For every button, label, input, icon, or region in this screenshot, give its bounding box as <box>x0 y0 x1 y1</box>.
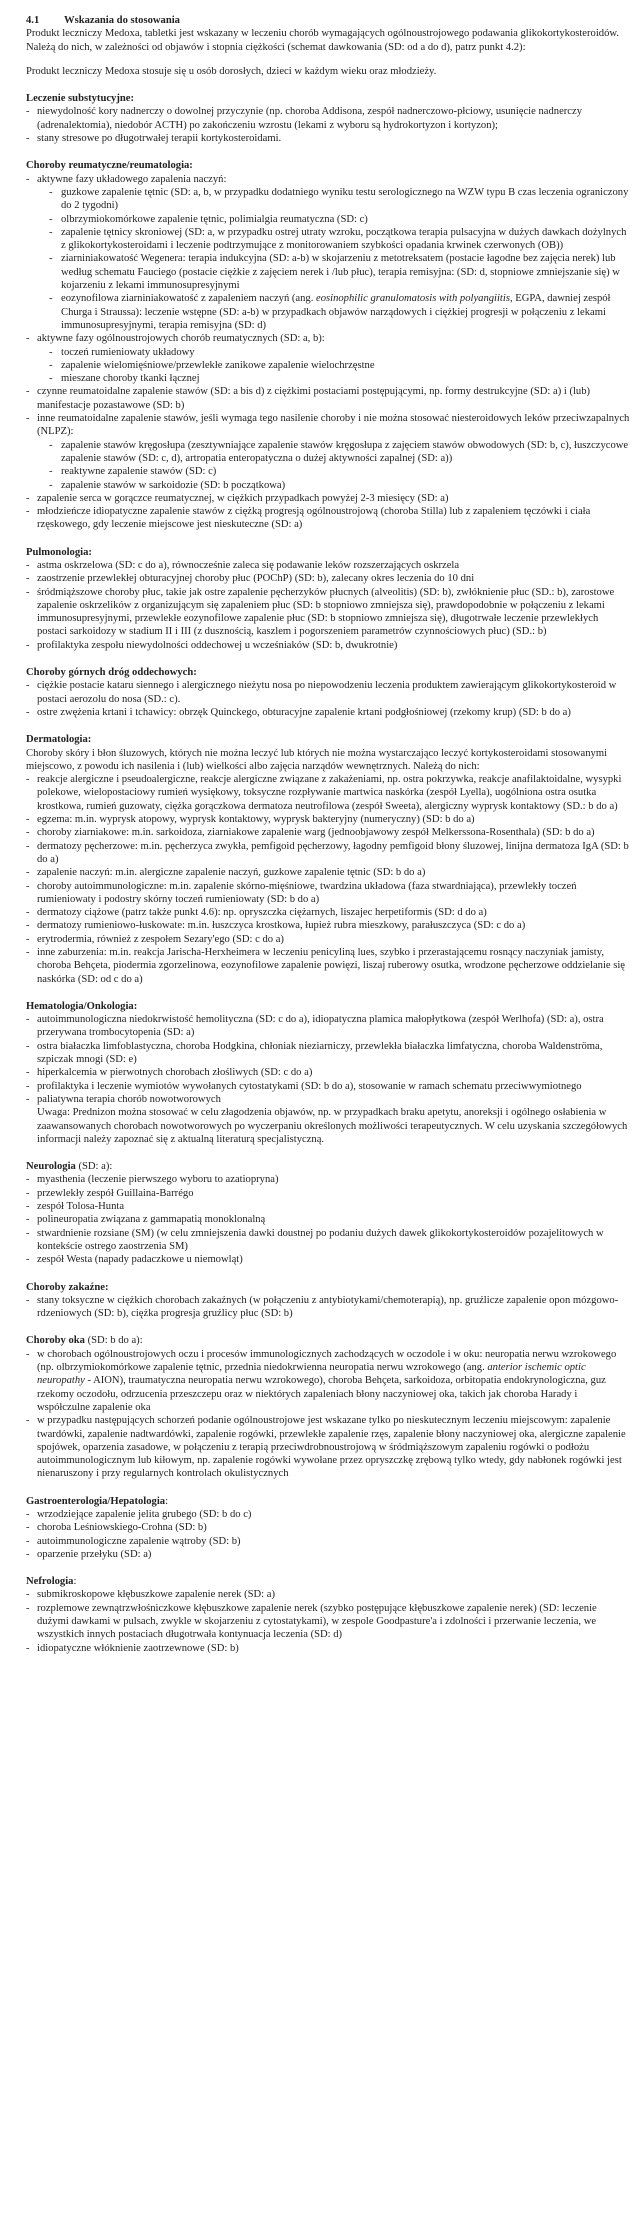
list-item: - niewydolność kory nadnerczy o dowolnej przyczynie (np. choroba Addisona, zespół nadnerczowo-płciowy, usunięcie nadnerczy (adrenalektomia), niedobór ACTH) po zakończeniu wzrostu (lekami z wyboru są hydrokortyzon i kortyzon); <box>26 105 630 132</box>
indication-list <box>26 1294 630 1321</box>
sub-list-item: - mieszane choroby tkanki łącznej <box>49 372 630 385</box>
section-nephrology <box>26 1575 630 1655</box>
section-eye-diseases <box>26 1334 630 1480</box>
sub-list-item: - zapalenie tętnicy skroniowej (SD: a, w przypadku ostrej utraty wzroku, początkowa terapia pulsacyjna w dużych dawkach dożylnych z glikokortykosteroidami i leczenie podtrzymujące z monitorowaniem szybkości opadania krwinek czerwonych (OB)) <box>49 226 630 253</box>
sub-list <box>37 439 630 492</box>
section-pulmonology <box>26 546 630 652</box>
sub-list <box>37 346 630 386</box>
section-gastroenterology <box>26 1495 630 1561</box>
text-run: w chorobach ogólnoustrojowych oczu i procesów immunologicznych zachodzących w oczodole i w oku: neuropatia nerwu wzrokowego (np. olbrzymiokomórkowe zapalenie tętnic, przednia niedokrwienna neuropatia nerwu wzrokowego (ang. <box>37 1348 617 1374</box>
list-item: - oparzenie przełyku (SD: a) <box>26 1548 630 1561</box>
section-dermatology <box>26 733 630 986</box>
section-title <box>26 1495 630 1508</box>
list-item: - polineuropatia związana z gammapatią monoklonalną <box>26 1213 630 1226</box>
list-item: - hiperkalcemia w pierwotnych chorobach złośliwych (SD: c do a) <box>26 1066 630 1079</box>
list-item: - choroba Leśniowskiego-Crohna (SD: b) <box>26 1521 630 1534</box>
list-item: - erytrodermia, również z zespołem Sezary'ego (SD: c do a) <box>26 933 630 946</box>
intro-paragraph: Produkt leczniczy Medoxa stosuje się u osób dorosłych, dzieci w każdym wieku oraz młodzieży. <box>26 65 437 77</box>
indication-list <box>26 559 630 652</box>
section-title: Hematologia/Onkologia: <box>26 1000 138 1012</box>
indication-list <box>26 1348 630 1481</box>
list-item: - inne zaburzenia: m.in. reakcja Jarischa-Herxheimera w leczeniu penicyliną lues, szybko i przerastającemu rosnący naczyniak jamisty, choroba Behçeta, piodermia zgorzelinowa, eozynofilowe zapalenie powięzi, liszaj ruberowy osutka, wrodzone pęcherzowe oddzielanie się naskórka (SD: od c do a) <box>26 946 630 986</box>
list-item: - stany stresowe po długotrwałej terapii kortykosteroidami. <box>26 132 630 145</box>
list-item: - myasthenia (leczenie pierwszego wyboru to azatiopryna) <box>26 1173 630 1186</box>
list-item: - przewlekły zespół Guillaina-Barrégo <box>26 1187 630 1200</box>
list-item: - profilaktyka zespołu niewydolności oddechowej u wcześniaków (SD: b, dwukrotnie) <box>26 639 630 652</box>
note-text: Uwaga: Prednizon można stosować w celu złagodzenia objawów, np. w przypadkach braku apetytu, anoreksji i ogólnego osłabienia w zaawansowanych chorobach nowotworowych po wyczerpaniu określonych możliwości terapeutycznych. W celu uzyskania szczegółowych informacji należy zapoznać się z aktualną literaturą specjalistyczną. <box>37 1107 628 1145</box>
list-item: - stwardnienie rozsiane (SM) (w celu zmniejszenia dawki doustnej po podaniu dużych dawek glikokortykosteroidów pozajelitowych w kontekście ostrego zaostrzenia SM) <box>26 1227 630 1254</box>
sub-list-item: - zapalenie wielomięśniowe/przewlekłe zanikowe zapalenie wielochrzęstne <box>49 359 630 372</box>
sub-list <box>37 186 630 332</box>
list-item: - egzema: m.in. wyprysk atopowy, wyprysk kontaktowy, wyprysk bakteryjny (numeryczny) (SD: b do a) <box>26 813 630 826</box>
section-rheumatology <box>26 159 630 531</box>
list-item: - idiopatyczne włóknienie zaotrzewnowe (SD: b) <box>26 1642 630 1655</box>
section-title: Choroby zakaźne: <box>26 1281 109 1293</box>
section-title <box>26 1334 630 1347</box>
list-item: - czynne reumatoidalne zapalenie stawów (SD: a bis d) z ciężkimi postaciami postępującymi, np. formy destrukcyjne (SD: a) i (lub) manifestacje pozastawowe (SD: b) <box>26 385 630 412</box>
section-heading <box>26 14 630 27</box>
list-item: - autoimmunologiczne zapalenie wątroby (SD: b) <box>26 1535 630 1548</box>
list-item: - zespół Westa (napady padaczkowe u niemowląt) <box>26 1253 630 1266</box>
list-item: - ostre zwężenia krtani i tchawicy: obrzęk Quinckego, obturacyjne zapalenie krtani podgłośniowej (rzekomy krup) (SD: b do a) <box>26 706 630 719</box>
section-title-bold: Neurologia <box>26 1161 76 1173</box>
sub-list-item: - zapalenie stawów w sarkoidozie (SD: b początkowa) <box>49 479 630 492</box>
list-item: - zapalenie naczyń: m.in. alergiczne zapalenie naczyń, guzkowe zapalenie tętnic (SD: b do a) <box>26 866 630 879</box>
sub-list-item: - ziarniniakowatość Wegenera: terapia indukcyjna (SD: a-b) w skojarzeniu z metotreksatem (postacie łagodne bez zajęcia nerek) lub według schematu Fauciego (postacie ciężkie z zajęciem nerek i /lub płuc), terapia remisyjna: (SD: d, stopniowe zmniejszanie się) w kojarzeniu z lekami immunosupresyjnymi <box>49 252 630 292</box>
indication-list <box>26 679 630 719</box>
list-item: - zapalenie serca w gorączce reumatycznej, w ciężkich przypadkach powyżej 2-3 miesięcy (SD: a) <box>26 492 630 505</box>
list-item: - choroby ziarniakowe: m.in. sarkoidoza, ziarniakowe zapalenie warg (jednoobjawowy zespół Melkerssona-Rosenthala) (SD: b do a) <box>26 826 630 839</box>
list-item: - dermatozy rumieniowo-łuskowate: m.in. łuszczyca krostkowa, łupież rubra mieszkowy, parałuszczyca (SD: c do a) <box>26 919 630 932</box>
list-item <box>26 173 630 333</box>
intro-paragraph: Produkt leczniczy Medoxa, tabletki jest wskazany w leczeniu chorób wymagających ogólnoustrojowego podawania glikokortykosteroidów. Należą do nich, w zależności od objawów i stopnia ciężkości (schemat dawkowania (SD: od a do d), patrz punkt 4.2): <box>26 28 619 53</box>
section-title-dose: (SD: a): <box>75 1161 113 1173</box>
list-item: - młodzieńcze idiopatyczne zapalenie stawów z ciężką progresją ogólnoustrojową (choroba Stilla) lub z zapaleniem tęczówki i ciała rzęskowego, gdy leczenie miejscowe jest nieskuteczne (SD: a) <box>26 505 630 532</box>
section-title <box>26 1160 630 1173</box>
italic-term: eosinophilic granulomatosis with polyangiitis <box>316 293 510 305</box>
section-title-dose: (SD: b do a): <box>84 1335 143 1347</box>
section-title: Choroby reumatyczne/reumatologia: <box>26 160 193 172</box>
indication-list <box>26 173 630 532</box>
list-item: - dermatozy pęcherzowe: m.in. pęcherzyca zwykła, pemfigoid pęcherzowy, łagodny pemfigoid błony śluzowej, linijna dermatoza IgA (SD: b do a) <box>26 840 630 867</box>
indication-list <box>26 1508 630 1561</box>
section-title-colon: : <box>165 1495 169 1507</box>
text-run: , EGPA, dawniej zespół Churga i Straussa): leczenie wstępne (SD: a-b) w przypadkach objawów narządowych i ciężkiej progresji w połączeniu z lekami immunosupresyjnymi, terapia remisyjna (SD: d) <box>61 293 611 331</box>
section-title: Dermatologia: <box>26 734 92 746</box>
list-item-text: inne reumatoidalne zapalenie stawów, jeśli wymaga tego nasilenie choroby i nie można stosować niesteroidowych leków przeciwzapalnych (NLPZ): <box>37 413 630 438</box>
list-item-text: aktywne fazy ogólnoustrojowych chorób reumatycznych (SD: a, b): <box>37 333 325 345</box>
list-item-text: paliatywna terapia chorób nowotworowych <box>37 1093 221 1105</box>
section-title-colon: : <box>73 1576 77 1588</box>
section-hematology-oncology <box>26 1000 630 1146</box>
section-upper-airways <box>26 666 630 719</box>
indication-list <box>26 1588 630 1654</box>
list-item: - ostra białaczka limfoblastyczna, choroba Hodgkina, chłoniak nieziarniczy, przewlekła białaczka limfatyczna, choroba Waldenströma, szpiczak mnogi (SD: e) <box>26 1040 630 1067</box>
section-substitution-therapy <box>26 92 630 145</box>
list-item: - reakcje alergiczne i pseudoalergiczne, reakcje alergiczne związane z zakażeniami, np. ostra pokrzywka, reakcje anafilaktoidalne, wysypki polekowe, wielopostaciowy rumień wysiękowy, toksyczne rozpływanie martwica naskórka (zespół Lyella), uogólniona ostra osutka krostkowa, rumień guzowaty, ciężka gorączkowa dermatoza neutrofilowa (zespół Sweeta), alergiczny wyprysk kontaktowy (SD.: b do a) <box>26 773 630 813</box>
list-item: - submikroskopowe kłębuszkowe zapalenie nerek (SD: a) <box>26 1588 630 1601</box>
indication-list <box>26 773 630 986</box>
section-title-bold: Nefrologia <box>26 1576 74 1588</box>
list-item: - zaostrzenie przewlekłej obturacyjnej choroby płuc (POChP) (SD: b), zalecany okres leczenia do 10 dni <box>26 572 630 585</box>
list-item: - autoimmunologiczna niedokrwistość hemolityczna (SD: c do a), idiopatyczna plamica małopłytkowa (zespół Werlhofa) (SD: a), ostra przerywana trombocytopenia (SD: a) <box>26 1013 630 1040</box>
sub-list-item: - guzkowe zapalenie tętnic (SD: a, b, w przypadku dodatniego wyniku testu serologicznego na WZW typu B czas leczenia ograniczony do 2 tygodni) <box>49 186 630 213</box>
indication-list <box>26 1013 630 1146</box>
list-item <box>26 332 630 385</box>
list-item: - choroby autoimmunologiczne: m.in. zapalenie skórno-mięśniowe, twardzina układowa (faza stwardniająca), przewlekły toczeń rumieniowaty i podostry skórny toczeń rumieniowaty (SD: b do a) <box>26 880 630 907</box>
section-intro: Choroby skóry i błon śluzowych, których nie można leczyć lub których nie można wystarczająco leczyć kortykosteroidami stosowanymi miejscowo, z powodu ich nasilenia i (lub) wielkości albo zajęcia narządów wewnętrznych. Należą do nich: <box>26 747 608 772</box>
list-item: - śródmiąższowe choroby płuc, takie jak ostre zapalenie pęcherzyków płucnych (alveolitis) (SD: b), zwłóknienie płuc (SD.: b), zarostowe zapalenie oskrzelików z organizującym się zapaleniem płuc (SD: b stopniowo zmniejsza się), prawdopodobnie w połączeniu z lekami immunosupresyjnymi, przewlekłe eozynofilowe zapalenie płuc (SD: b stopniowo zmniejsza się), długotrwałe leczenie przewlekłych postaci sarkoidozy w stadium II i III (z dusznością, kaszlem i pogorszeniem parametrów czynnościowych płuc) (SD.: b) <box>26 586 630 639</box>
list-item: - wrzodziejące zapalenie jelita grubego (SD: b do c) <box>26 1508 630 1521</box>
section-title: Leczenie substytucyjne: <box>26 93 134 105</box>
sub-list-item: - zapalenie stawów kręgosłupa (zesztywniające zapalenie stawów kręgosłupa z zajęciem stawów obwodowych (SD: b, c), łuszczycowe zapalenie stawów (SD: c, d), artropatia enteropatyczna o dużej aktywności zapalnej (SD: a)) <box>49 439 630 466</box>
section-number: 4.1 <box>26 15 40 26</box>
indication-list <box>26 1173 630 1266</box>
section-title: Pulmonologia: <box>26 546 92 558</box>
list-item <box>26 1093 630 1146</box>
list-item: - astma oskrzelowa (SD: c do a), równocześnie zaleca się podawanie leków rozszerzających oskrzela <box>26 559 630 572</box>
list-item <box>26 412 630 492</box>
list-item: - profilaktyka i leczenie wymiotów wywołanych cytostatykami (SD: b do a), stosowanie w ramach schematu przeciwwymiotnego <box>26 1080 630 1093</box>
list-item <box>26 1348 630 1414</box>
section-infectious-diseases <box>26 1281 630 1321</box>
indication-list <box>26 105 630 145</box>
sub-list-item: - reaktywne zapalenie stawów (SD: c) <box>49 465 630 478</box>
list-item: - w przypadku następujących schorzeń podanie ogólnoustrojowe jest wskazane tylko po nieskutecznym leczeniu miejscowym: zapalenie twardówki, zapalenie nadtwardówki, zapalenie rogówki, przewlekłe zapalenie rzęs, zapalenie błony naczyniowej oka, alergiczne zapalenie spojówek, oparzenia zasadowe, w połączeniu z terapią przeciwdrobnoustrojową w śródmiąższowym zapaleniu rogówki o podłożu autoimmunologicznym lub kiłowym, np. zapalenie rogówki wywołane przez opryszczkę zrębową tylko wtedy, gdy nabłonek rogówki jest nienaruszony i przy regularnych kontrolach okulistycznych <box>26 1414 630 1480</box>
italic-term: anterior ischemic optic neuropathy <box>37 1362 586 1387</box>
sub-list-item <box>49 292 630 332</box>
section-title-bold: Choroby oka <box>26 1335 85 1347</box>
section-title: Choroby górnych dróg oddechowych: <box>26 667 197 679</box>
list-item: - zespół Tolosa-Hunta <box>26 1200 630 1213</box>
list-item-text: aktywne fazy układowego zapalenia naczyń: <box>37 173 227 185</box>
sub-list-item: - olbrzymiokomórkowe zapalenie tętnic, polimialgia reumatyczna (SD: c) <box>49 213 630 226</box>
section-title <box>26 1575 630 1588</box>
list-item: - ciężkie postacie kataru siennego i alergicznego nieżytu nosa po niepowodzeniu leczenia produktem zawierającym glikokortykosteroid w postaci aerozolu do nosa (SD.: c). <box>26 679 630 706</box>
list-item: - rozplemowe zewnątrzwłośniczkowe kłębuszkowe zapalenie nerek (szybko postępujące kłębuszkowe zapalenie nerek) (SD: leczenie dużymi dawkami w pulsach, zwykle w skojarzeniu z cytostatykami), w zespole Goodpasture'a i zdolności i przerwanie leczenia, we wszystkich innych postaciach długotrwała kontynuacja leczenia (SD: d) <box>26 1602 630 1642</box>
list-item: - stany toksyczne w ciężkich chorobach zakaźnych (w połączeniu z antybiotykami/chemoterapią), np. gruźlicze zapalenie opon mózgowo-rdzeniowych (SD: b), ciężka progresja gruźlicy płuc (SD: b) <box>26 1294 630 1321</box>
sub-list-item: - toczeń rumieniowaty układowy <box>49 346 630 359</box>
section-neurology <box>26 1160 630 1266</box>
section-title: Wskazania do stosowania <box>64 15 180 26</box>
text-run: - AION), traumatyczna neuropatia nerwu wzrokowego), choroba Behçeta, sarkoidoza, orbitopatia endokrynologiczna, guz rzekomy oczodołu, odrzucenia przeszczepu oraz w niektórych zapaleniach błony naczyniowej oka, takich jak choroba Harady i współczulne zapalenie oka <box>37 1375 606 1413</box>
list-item: - dermatozy ciążowe (patrz także punkt 4.6): np. opryszczka ciężarnych, liszajec herpetiformis (SD: d do a) <box>26 906 630 919</box>
text-run: eozynofilowa ziarniniakowatość z zapaleniem naczyń (ang. <box>61 293 317 305</box>
section-title-bold: Gastroenterologia/Hepatologia <box>26 1495 166 1507</box>
